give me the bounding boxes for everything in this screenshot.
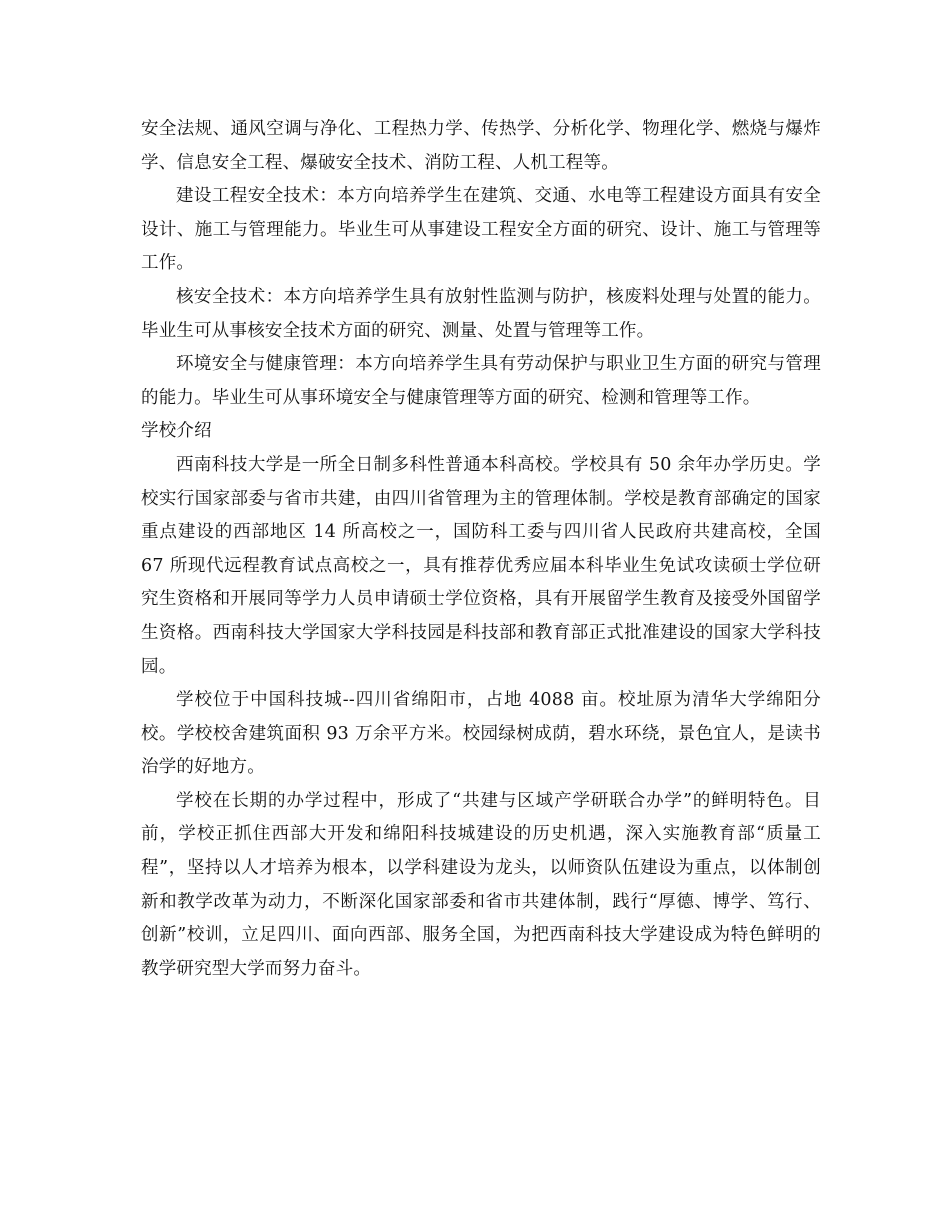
- paragraph-safety-courses: 安全法规、通风空调与净化、工程热力学、传热学、分析化学、物理化学、燃烧与爆炸学、信息安全工程、爆破安全技术、消防工程、人机工程等。: [141, 119, 821, 173]
- paragraph-environment-health: 环境安全与健康管理：本方向培养学生具有劳动保护与职业卫生方面的研究与管理的能力。毕业生可从事环境安全与健康管理等方面的研究、检测和管理等工作。: [141, 354, 821, 408]
- paragraph-school-features: 学校在长期的办学过程中，形成了“共建与区域产学研联合办学”的鲜明特色。目前，学校正抓住西部大开发和绵阳科技城建设的历史机遇，深入实施教育部“质量工程”，坚持以人才培养为根本，以学科建设为龙头，以师资队伍建设为重点，以体制创新和教学改革为动力，不断深化国家部委和省市共建体制，践行“厚德、博学、笃行、创新”校训，立足四川、面向西部、服务全国，为把西南科技大学建设成为特色鲜明的教学研究型大学而努力奋斗。: [141, 790, 821, 979]
- section-heading-school-intro: 学校介绍: [141, 421, 212, 442]
- paragraph-nuclear-safety: 核安全技术：本方向培养学生具有放射性监测与防护，核废料处理与处置的能力。毕业生可从事核安全技术方面的研究、测量、处置与管理等工作。: [141, 286, 821, 341]
- paragraph-construction-safety: 建设工程安全技术：本方向培养学生在建筑、交通、水电等工程建设方面具有安全设计、施工与管理能力。毕业生可从事建设工程安全方面的研究、设计、施工与管理等工作。: [141, 186, 821, 274]
- paragraph-school-location: 学校位于中国科技城--四川省绵阳市，占地 4088 亩。校址原为清华大学绵阳分校。学校校舍建筑面积 93 万余平方米。校园绿树成荫，碧水环绕，景色宜人，是读书治学的好地方。: [141, 690, 821, 778]
- document-page: [141, 113, 821, 986]
- paragraph-school-overview: 西南科技大学是一所全日制多科性普通本科高校。学校具有 50 余年办学历史。学校实行国家部委与省市共建，由四川省管理为主的管理体制。学校是教育部确定的国家重点建设的西部地区 14 所高校之一，国防科工委与四川省人民政府共建高校，全国 67 所现代远程教育试点高校之一，具有推荐优秀应届本科毕业生免试攻读硕士学位研究生资格和开展同等学力人员申请硕士学位资格，具有开展留学生教育及接受外国留学生资格。西南科技大学国家大学科技园是科技部和教育部正式批准建设的国家大学科技园。: [141, 454, 821, 677]
